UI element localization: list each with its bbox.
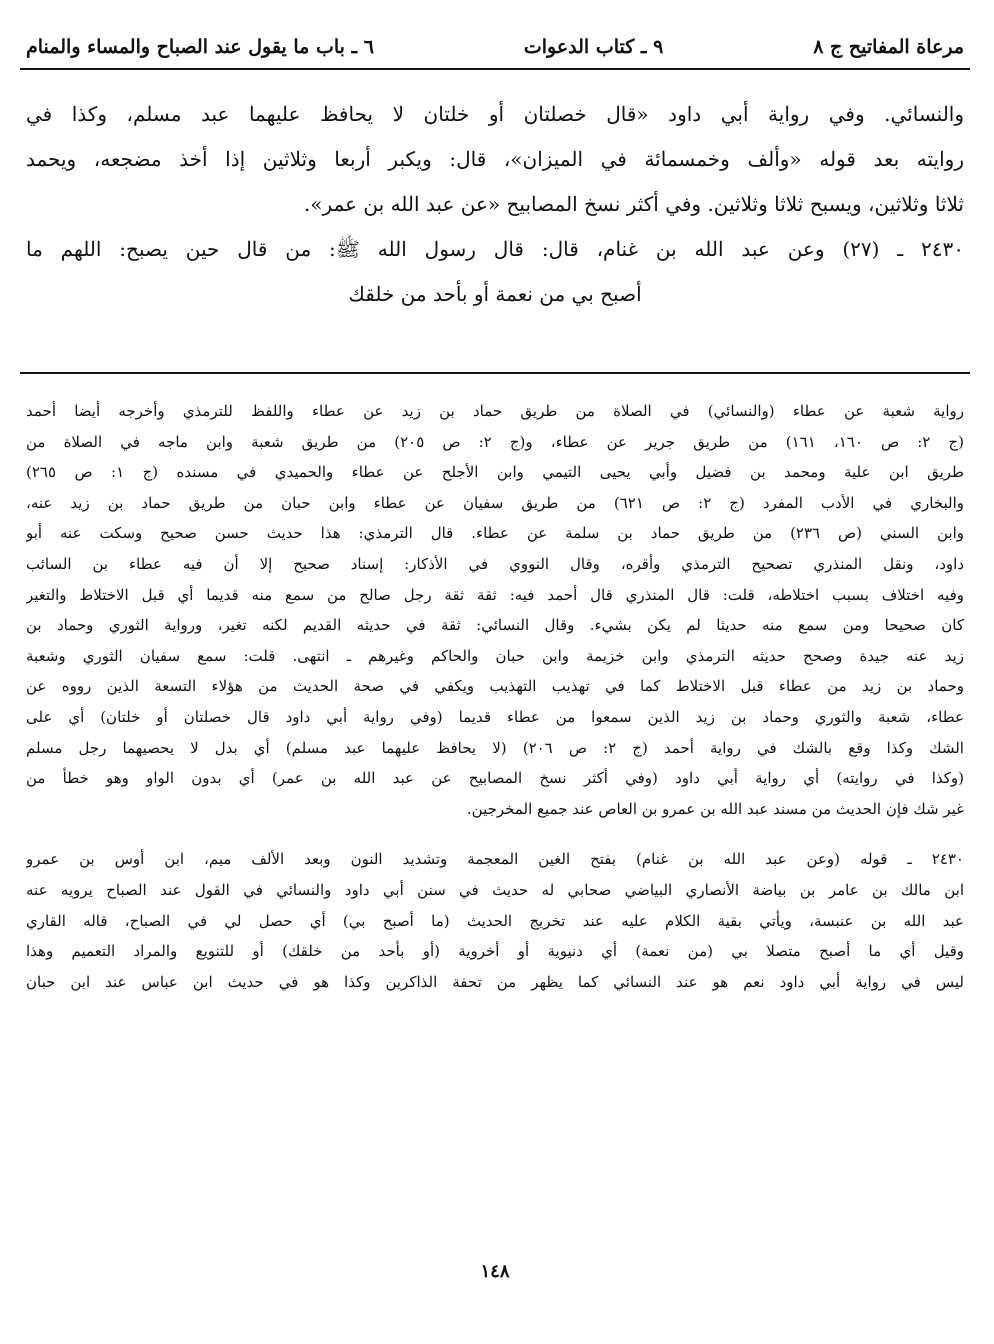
hadith-line: أصبح بي من نعمة أو بأحد من خلقك [348,282,642,306]
commentary-line: (ج ٢: ص ١٦٠، ١٦١) من طريق جرير عن عطاء، و(ج ٢: ص ٢٠٥) من طريق شعبة وابن ماجه في الصلاة من [26,432,964,451]
matn-text [26,92,964,317]
commentary-line: ٢٤٣٠ ـ قوله (وعن عبد الله بن غنام) بفتح الغين المعجمة وتشديد النون وبعد الألف ميم، ابن أوس بن عمرو [26,850,964,869]
page-number: ١٤٨ [480,1261,510,1282]
commentary-line: وقيل أي ما أصبح متصلا بي (من نعمة) أي دنيوية أو أخروية (أو بأحد من خلقك) أو للتنويع والمراد التعميم وهذا [26,942,964,961]
commentary-line: (وكذا في روايته) أي رواية أبي داود (وفي أكثر نسخ المصابيح عن عبد الله بن عمر) أي بدون الواو وهو خطأ من [26,769,964,788]
header-rule [20,68,970,70]
bab-title: ٦ ـ باب ما يقول عند الصباح والمساء والمنام [26,36,374,58]
commentary-line: رواية شعبة عن عطاء (والنسائي) في الصلاة من طريق حماد بن زيد عن عطاء واللفظ للترمذي وأخرجه أيضا أحمد [26,402,964,420]
matn-line: روايته بعد قوله «وألف وخمسمائة في الميزان»، قال: ويكبر أربعا وثلاثين إذا أخذ مضجعه، ويحمد [26,147,964,171]
matn-line: ثلاثا وثلاثين، ويسبح ثلاثا وثلاثين. وفي أكثر نسخ المصابيح «عن عبد الله بن عمر». [303,192,964,216]
commentary-text [26,396,964,997]
section-divider [20,372,970,374]
commentary-line: زيد عنه جيدة وصحح حديثه الترمذي وابن خزيمة وابن حبان والحاكم وغيرهم ـ انتهى. قلت: سمع سفيان الثوري وشعبة [26,646,964,665]
commentary-line: داود، ونقل المنذري تصحيح الترمذي وأقره، وقال النووي في الأذكار: إسناد صحيح إلا أن فيه عطاء بن السائب [26,554,964,573]
running-head [26,30,964,64]
commentary-line: عبد الله بن عنبسة، ويأتي بقية الكلام عليه عند تخريج الحديث (ما أصبح بي) أي حصل لي في الصباح، قاله القاري [26,911,964,930]
commentary-line: غير شك فإن الحديث من مسند عبد الله بن عمرو بن العاص عند جميع المخرجين. [466,799,964,818]
hadith-line: ٢٤٣٠ ـ (٢٧) وعن عبد الله بن غنام، قال: قال رسول الله ﷺ: من قال حين يصبح: اللهم ما [26,237,964,261]
matn-line: والنسائي. وفي رواية أبي داود «قال خصلتان أو خلتان لا يحافظ عليهما عبد مسلم، وكذا في [26,102,964,126]
commentary-line: وابن السني (ص ٢٣٦) من طريق حماد بن سلمة عن عطاء. قال الترمذي: هذا حديث حسن صحيح وسكت عنه أبو [26,524,964,543]
commentary-line: وحماد بن زيد من عطاء قبل الاختلاط كما في تهذيب التهذيب ويكفي في صحة الحديث من هؤلاء التسعة الذين رووه عن [26,677,964,696]
commentary-line: عطاء، شعبة والثوري وحماد بن زيد الذين سمعوا من عطاء قديما (وفي رواية أبي داود قال خصلتان أو خلتان) أي على [26,707,964,726]
commentary-line: والبخاري في الأدب المفرد (ج ٢: ص ٦٢١) من طريق سفيان عن عطاء وابن حبان من طريق حماد بن زيد عنه، [26,493,964,512]
commentary-line: وفيه اختلاف بسبب اختلاطه، قلت: قال المنذري قال أحمد فيه: ثقة ثقة رجل صالح من سمع منه قديما أي قبل الاختلاط والتغير [26,585,964,604]
kitab-title: ٩ ـ كتاب الدعوات [523,36,664,58]
commentary-line: ابن مالك بن عامر بن بياضة الأنصاري البياضي صحابي له حديث في سنن أبي داود والنسائي في القول عند الصباح يرويه عنه [26,880,964,899]
commentary-line: كان صحيحا ومن سمع منه حديثا لم يكن بشيء. وقال النسائي: ثقة في حديثه القديم لكنه تغير، ورواية الثوري وحماد بن [26,616,964,635]
paragraph-gap [26,824,964,844]
book-title: مرعاة المفاتيح ج ٨ [813,36,964,58]
document-page [20,22,970,1322]
commentary-line: الشك وكذا وقع بالشك في رواية أحمد (ج ٢: ص ٢٠٦) (لا يحافظ عليهما عبد مسلم) أي بدل لا يحصيهما رجل مسلم [26,738,964,757]
commentary-line: طريق ابن علية ومحمد بن فضيل وأبي يحيى التيمي وابن الأجلح عن عطاء والحميدي في مسنده (ج ١: ص ٢٦٥) [26,463,964,482]
commentary-line: ليس في رواية أبي داود نعم هو عند النسائي كما يظهر من تحفة الذاكرين وكذا هو في حديث ابن عباس عند ابن حبان [26,972,964,991]
